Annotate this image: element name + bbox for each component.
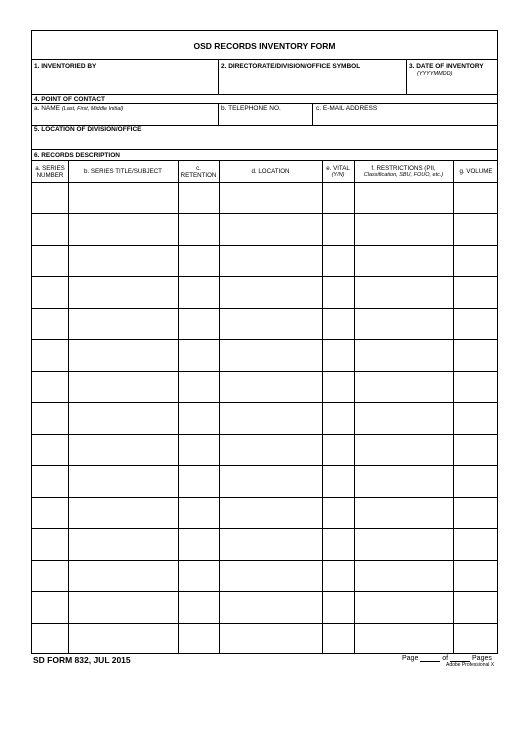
volume-cell[interactable]: [455, 563, 496, 587]
series-number-cell[interactable]: [34, 185, 65, 209]
retention-cell[interactable]: [180, 216, 216, 240]
retention-cell[interactable]: [180, 500, 216, 524]
divider: [312, 103, 313, 125]
telephone-field[interactable]: [222, 113, 310, 123]
location-cell[interactable]: [221, 248, 319, 272]
series-number-cell[interactable]: [34, 531, 65, 555]
series-title-cell[interactable]: [70, 500, 175, 524]
restrictions-cell[interactable]: [356, 594, 450, 618]
series-title-cell[interactable]: [70, 311, 175, 335]
retention-cell[interactable]: [180, 248, 216, 272]
location-cell[interactable]: [221, 468, 319, 492]
series-number-cell[interactable]: [34, 279, 65, 303]
retention-cell[interactable]: [180, 468, 216, 492]
restrictions-header: f. RESTRICTIONS (PII, Classification, SBU, FOUO, etc.): [363, 165, 444, 178]
retention-cell[interactable]: [180, 437, 216, 461]
retention-cell[interactable]: [180, 311, 216, 335]
restrictions-cell[interactable]: [356, 185, 450, 209]
series-title-cell[interactable]: [70, 248, 175, 272]
restrictions-cell[interactable]: [356, 563, 450, 587]
table-row-divider: [32, 497, 497, 498]
series-number-cell[interactable]: [34, 626, 65, 650]
retention-cell[interactable]: [180, 374, 216, 398]
restrictions-cell[interactable]: [356, 279, 450, 303]
location-cell[interactable]: [221, 279, 319, 303]
retention-cell[interactable]: [180, 626, 216, 650]
total-pages-field[interactable]: [450, 654, 470, 662]
directorate-field[interactable]: [222, 77, 402, 89]
vital-cell[interactable]: [324, 311, 351, 335]
directorate-label: 2. DIRECTORATE/DIVISION/OFFICE SYMBOL: [221, 63, 361, 70]
column-divider: [68, 160, 69, 654]
series-number-cell[interactable]: [34, 563, 65, 587]
table-row-divider: [32, 339, 497, 340]
series-title-cell[interactable]: [70, 374, 175, 398]
table-row-divider: [32, 623, 497, 624]
location-cell[interactable]: [221, 626, 319, 650]
retention-cell[interactable]: [180, 342, 216, 366]
location-of-office-field[interactable]: [35, 136, 495, 146]
vital-cell[interactable]: [324, 405, 351, 429]
volume-cell[interactable]: [455, 216, 496, 240]
form-title: OSD RECORDS INVENTORY FORM: [193, 41, 336, 51]
retention-cell[interactable]: [180, 563, 216, 587]
restrictions-cell[interactable]: [356, 405, 450, 429]
retention-cell[interactable]: [180, 185, 216, 209]
vital-cell[interactable]: [324, 216, 351, 240]
volume-cell[interactable]: [455, 437, 496, 461]
location-cell[interactable]: [221, 563, 319, 587]
table-row-divider: [32, 276, 497, 277]
volume-cell[interactable]: [455, 500, 496, 524]
location-cell[interactable]: [221, 594, 319, 618]
location-cell[interactable]: [221, 216, 319, 240]
series-number-cell[interactable]: [34, 500, 65, 524]
column-divider: [453, 160, 454, 654]
restrictions-cell[interactable]: [356, 626, 450, 650]
series-title-cell[interactable]: [70, 531, 175, 555]
series-title-cell[interactable]: [70, 626, 175, 650]
volume-cell[interactable]: [455, 626, 496, 650]
location-header: d. LOCATION: [251, 168, 290, 175]
series-title-cell[interactable]: [70, 405, 175, 429]
location-cell[interactable]: [221, 342, 319, 366]
volume-header: g. VOLUME: [459, 168, 493, 175]
restrictions-cell[interactable]: [356, 531, 450, 555]
restrictions-cell[interactable]: [356, 500, 450, 524]
retention-header: c. RETENTION: [180, 165, 217, 179]
series-number-cell[interactable]: [34, 216, 65, 240]
location-cell[interactable]: [221, 500, 319, 524]
restrictions-cell[interactable]: [356, 216, 450, 240]
divider: [406, 59, 407, 94]
table-row-divider: [32, 591, 497, 592]
series-number-cell[interactable]: [34, 594, 65, 618]
telephone-label: b. TELEPHONE NO.: [221, 105, 281, 112]
volume-cell[interactable]: [455, 248, 496, 272]
vital-cell[interactable]: [324, 594, 351, 618]
series-title-cell[interactable]: [70, 185, 175, 209]
volume-cell[interactable]: [455, 342, 496, 366]
table-row-divider: [32, 560, 497, 561]
series-title-cell[interactable]: [70, 468, 175, 492]
records-inventory-form: [31, 30, 498, 654]
volume-cell[interactable]: [455, 374, 496, 398]
vital-cell[interactable]: [324, 468, 351, 492]
location-cell[interactable]: [221, 374, 319, 398]
email-field[interactable]: [317, 113, 495, 123]
column-divider: [219, 160, 220, 654]
vital-cell[interactable]: [324, 563, 351, 587]
volume-cell[interactable]: [455, 468, 496, 492]
inventoried-by-field[interactable]: [35, 77, 215, 89]
divider: [32, 59, 497, 60]
location-cell[interactable]: [221, 311, 319, 335]
retention-cell[interactable]: [180, 531, 216, 555]
series-number-cell[interactable]: [34, 248, 65, 272]
volume-cell[interactable]: [455, 185, 496, 209]
records-description-label: 6. RECORDS DESCRIPTION: [34, 152, 120, 159]
location-of-office-label: 5. LOCATION OF DIVISION/OFFICE: [34, 126, 142, 133]
restrictions-cell[interactable]: [356, 342, 450, 366]
divider: [32, 182, 497, 183]
divider: [218, 59, 219, 94]
email-label: c. E-MAIL ADDRESS: [316, 105, 378, 112]
form-identifier: SD FORM 832, JUL 2015: [33, 655, 131, 665]
divider: [218, 103, 219, 125]
location-cell[interactable]: [221, 405, 319, 429]
page-count: Page of Pages: [402, 655, 492, 662]
table-row-divider: [32, 245, 497, 246]
column-divider: [178, 160, 179, 654]
restrictions-cell[interactable]: [356, 248, 450, 272]
table-row-divider: [32, 434, 497, 435]
divider: [32, 103, 497, 104]
divider: [32, 94, 497, 95]
series-number-cell[interactable]: [34, 468, 65, 492]
page-number-field[interactable]: [420, 654, 440, 662]
location-cell[interactable]: [221, 437, 319, 461]
table-row-divider: [32, 371, 497, 372]
volume-cell[interactable]: [455, 405, 496, 429]
table-row-divider: [32, 528, 497, 529]
series-title-cell[interactable]: [70, 279, 175, 303]
series-title-cell[interactable]: [70, 563, 175, 587]
divider: [32, 149, 497, 150]
retention-cell[interactable]: [180, 279, 216, 303]
vital-cell[interactable]: [324, 374, 351, 398]
series-number-cell[interactable]: [34, 374, 65, 398]
vital-cell[interactable]: [324, 500, 351, 524]
column-divider: [354, 160, 355, 654]
date-format-hint: (YYYYMMDD): [417, 71, 453, 77]
contact-name-field[interactable]: [35, 113, 215, 123]
volume-cell[interactable]: [455, 594, 496, 618]
inventoried-by-label: 1. INVENTORIED BY: [34, 63, 97, 70]
date-of-inventory-field[interactable]: [410, 80, 495, 91]
series-number-cell[interactable]: [34, 342, 65, 366]
software-note: Adobe Professional X: [446, 662, 495, 668]
vital-cell[interactable]: [324, 185, 351, 209]
point-of-contact-label: 4. POINT OF CONTACT: [34, 96, 106, 103]
volume-cell[interactable]: [455, 311, 496, 335]
retention-cell[interactable]: [180, 594, 216, 618]
series-title-cell[interactable]: [70, 594, 175, 618]
divider: [32, 160, 497, 161]
series-title-cell[interactable]: [70, 216, 175, 240]
vital-cell[interactable]: [324, 342, 351, 366]
series-title-header: b. SERIES TITLE/SUBJECT: [84, 168, 162, 175]
vital-cell[interactable]: [324, 626, 351, 650]
table-row-divider: [32, 213, 497, 214]
restrictions-cell[interactable]: [356, 468, 450, 492]
restrictions-cell[interactable]: [356, 374, 450, 398]
series-title-cell[interactable]: [70, 437, 175, 461]
series-title-cell[interactable]: [70, 342, 175, 366]
series-number-header: a. SERIES NUMBER: [35, 165, 65, 179]
volume-cell[interactable]: [455, 531, 496, 555]
name-hint: (Last, First, Middle Initial): [61, 106, 124, 112]
vital-header: e. VITAL (Y/N): [326, 165, 350, 178]
vital-cell[interactable]: [324, 531, 351, 555]
location-cell[interactable]: [221, 185, 319, 209]
column-divider: [322, 160, 323, 654]
restrictions-cell[interactable]: [356, 437, 450, 461]
series-number-cell[interactable]: [34, 311, 65, 335]
table-row-divider: [32, 402, 497, 403]
vital-cell[interactable]: [324, 279, 351, 303]
retention-cell[interactable]: [180, 405, 216, 429]
location-cell[interactable]: [221, 531, 319, 555]
series-number-cell[interactable]: [34, 437, 65, 461]
restrictions-cell[interactable]: [356, 311, 450, 335]
vital-cell[interactable]: [324, 437, 351, 461]
table-row-divider: [32, 308, 497, 309]
vital-cell[interactable]: [324, 248, 351, 272]
table-row-divider: [32, 465, 497, 466]
date-of-inventory-label: 3. DATE OF INVENTORY: [409, 63, 484, 70]
volume-cell[interactable]: [455, 279, 496, 303]
name-label: a. NAME (Last, First, Middle Initial): [34, 105, 124, 112]
series-number-cell[interactable]: [34, 405, 65, 429]
